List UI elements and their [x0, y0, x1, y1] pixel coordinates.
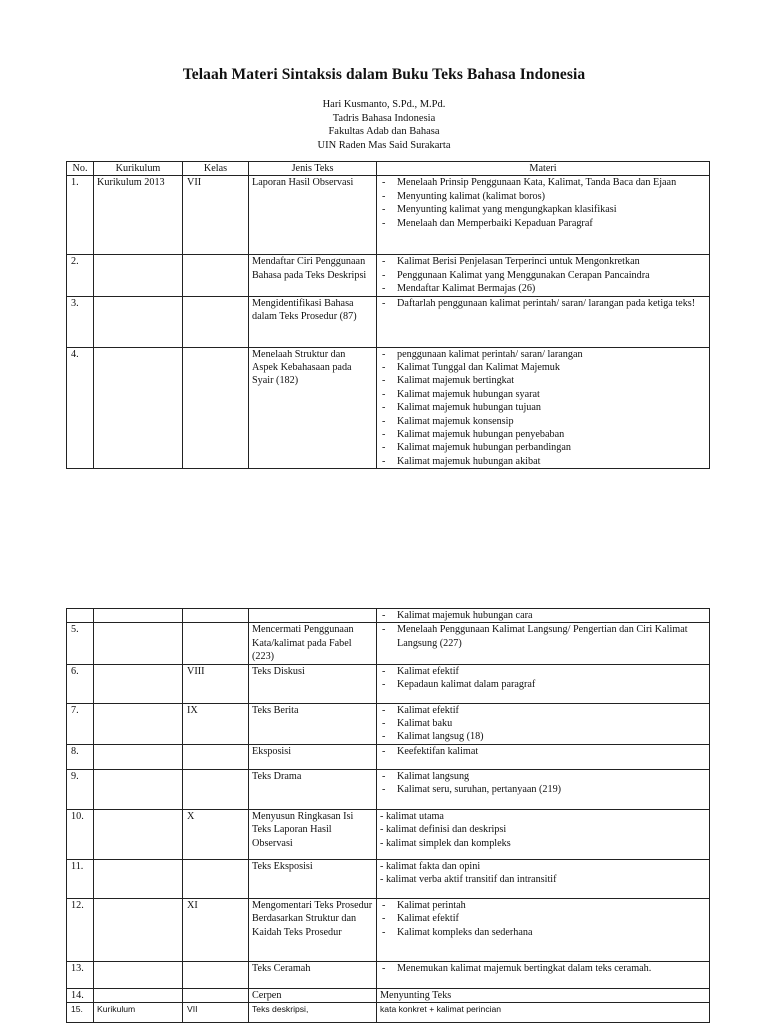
materi-item: - kalimat definisi dan deskripsi	[380, 824, 507, 836]
row-kurikulum	[94, 859, 183, 898]
row-number: 10.	[67, 809, 94, 859]
materi-item: - Kalimat perintah	[380, 899, 706, 912]
row-jenis-teks	[249, 609, 377, 623]
row-materi	[377, 769, 710, 809]
row-jenis-teks: Mengidentifikasi Bahasa dalam Teks Prosedur (87)	[249, 296, 377, 347]
row-kelas	[183, 347, 249, 469]
row-materi	[377, 988, 710, 1002]
table-row	[67, 176, 710, 255]
materi-item: - Daftarlah penggunaan kalimat perintah/ saran/ larangan pada ketiga teks!	[380, 297, 706, 310]
materi-item: - Kalimat baku	[380, 717, 706, 730]
row-materi	[377, 1003, 710, 1023]
materi-item: - Kalimat majemuk hubungan penyebaban	[380, 428, 706, 441]
materi-item: - kalimat verba aktif transitif dan intransitif	[380, 874, 557, 886]
row-kurikulum	[94, 769, 183, 809]
row-kelas: VII	[183, 176, 249, 255]
row-jenis-teks: Laporan Hasil Observasi	[249, 176, 377, 255]
materi-item: - Kalimat majemuk hubungan syarat	[380, 388, 706, 401]
author-block	[0, 98, 768, 152]
table-row	[67, 296, 710, 347]
row-kurikulum: Kurikulum	[94, 1003, 183, 1023]
row-number: 5.	[67, 623, 94, 664]
materi-item: kata konkret + kalimat perincian	[380, 1004, 502, 1015]
table-row	[67, 988, 710, 1002]
materi-item: - Kalimat efektif	[380, 912, 706, 925]
table-row	[67, 898, 710, 961]
row-number: 14.	[67, 988, 94, 1002]
row-jenis-teks: Eksposisi	[249, 744, 377, 769]
materi-item: - Kalimat langsung	[380, 770, 706, 783]
materi-item: Menyunting Teks	[380, 989, 452, 1001]
materi-item: - Mendaftar Kalimat Bermajas (26)	[380, 282, 706, 295]
row-kelas: XI	[183, 898, 249, 961]
row-kurikulum	[94, 623, 183, 664]
materi-table-page-1	[66, 161, 710, 469]
document-title: Telaah Materi Sintaksis dalam Buku Teks Bahasa Indonesia	[182, 66, 586, 83]
row-number: 3.	[67, 296, 94, 347]
materi-item: - Kalimat langsug (18)	[380, 730, 706, 743]
materi-item: - Kalimat efektif	[380, 665, 706, 678]
row-materi	[377, 255, 710, 296]
materi-item: - kalimat utama	[380, 810, 444, 822]
materi-item: - Penggunaan Kalimat yang Menggunakan Cerapan Pancaindra	[380, 269, 706, 282]
materi-item: - Kalimat kompleks dan sederhana	[380, 926, 706, 939]
table-row	[67, 769, 710, 809]
row-kelas	[183, 623, 249, 664]
row-jenis-teks: Menelaah Struktur dan Aspek Kebahasaan pada Syair (182)	[249, 347, 377, 469]
row-materi	[377, 347, 710, 469]
row-materi	[377, 664, 710, 703]
materi-item: - Kalimat majemuk hubungan akibat	[380, 455, 706, 468]
materi-item: - Kalimat majemuk bertingkat	[380, 374, 706, 387]
header-materi: Materi	[377, 162, 710, 176]
table-row	[67, 1003, 710, 1023]
row-materi	[377, 809, 710, 859]
author-name: Hari Kusmanto, S.Pd., M.Pd.	[322, 99, 446, 110]
row-materi	[377, 176, 710, 255]
row-jenis-teks: Cerpen	[249, 988, 377, 1002]
materi-item: - Kalimat majemuk hubungan tujuan	[380, 401, 706, 414]
table-row	[67, 744, 710, 769]
materi-item: - Menelaah Penggunaan Kalimat Langsung/ Pengertian dan Ciri Kalimat Langsung (227)	[380, 623, 706, 650]
materi-item: - Kalimat majemuk konsensip	[380, 415, 706, 428]
row-kelas: IX	[183, 703, 249, 744]
row-kelas	[183, 255, 249, 296]
materi-item: - Menemukan kalimat majemuk bertingkat dalam teks ceramah.	[380, 962, 706, 975]
row-jenis-teks: Teks Ceramah	[249, 961, 377, 988]
row-materi	[377, 703, 710, 744]
row-number: 1.	[67, 176, 94, 255]
row-jenis-teks: Teks Eksposisi	[249, 859, 377, 898]
row-number: 15.	[67, 1003, 94, 1023]
row-kelas	[183, 859, 249, 898]
materi-item: - Kalimat majemuk hubungan cara	[380, 609, 706, 622]
materi-item: - Kepadaun kalimat dalam paragraf	[380, 678, 706, 691]
row-kurikulum	[94, 255, 183, 296]
row-kelas	[183, 609, 249, 623]
row-number: 12.	[67, 898, 94, 961]
materi-item: - Kalimat efektif	[380, 704, 706, 717]
row-jenis-teks: Mendaftar Ciri Penggunaan Bahasa pada Teks Deskripsi	[249, 255, 377, 296]
row-number: 13.	[67, 961, 94, 988]
row-kurikulum	[94, 744, 183, 769]
row-kelas	[183, 296, 249, 347]
materi-table-page-2	[66, 608, 710, 1023]
row-jenis-teks: Mencermati Penggunaan Kata/kalimat pada Fabel (223)	[249, 623, 377, 664]
row-materi	[377, 961, 710, 988]
row-kelas	[183, 769, 249, 809]
row-number: 9.	[67, 769, 94, 809]
row-materi	[377, 859, 710, 898]
materi-item: - Kalimat majemuk hubungan perbandingan	[380, 441, 706, 454]
row-kelas	[183, 961, 249, 988]
header-jenis-teks: Jenis Teks	[249, 162, 377, 176]
row-number: 7.	[67, 703, 94, 744]
table-row	[67, 255, 710, 296]
row-materi	[377, 744, 710, 769]
row-number: 8.	[67, 744, 94, 769]
row-number: 11.	[67, 859, 94, 898]
row-kelas: VII	[183, 1003, 249, 1023]
header-no: No.	[67, 162, 94, 176]
row-jenis-teks: Menyusun Ringkasan Isi Teks Laporan Hasil Observasi	[249, 809, 377, 859]
row-materi	[377, 898, 710, 961]
row-kurikulum	[94, 347, 183, 469]
table-row	[67, 623, 710, 664]
author-faculty: Fakultas Adab dan Bahasa	[328, 126, 440, 138]
materi-item: - Menyunting kalimat yang mengungkapkan klasifikasi	[380, 203, 706, 216]
row-kurikulum	[94, 961, 183, 988]
row-kurikulum	[94, 988, 183, 1002]
materi-item: - Menyunting kalimat (kalimat boros)	[380, 190, 706, 203]
row-kelas: VIII	[183, 664, 249, 703]
row-materi	[377, 296, 710, 347]
materi-item: - Kalimat Tunggal dan Kalimat Majemuk	[380, 361, 706, 374]
materi-item: - Kalimat seru, suruhan, pertanyaan (219)	[380, 783, 706, 796]
materi-item: - Kalimat Berisi Penjelasan Terperinci untuk Mengonkretkan	[380, 255, 706, 268]
row-kurikulum	[94, 703, 183, 744]
row-kelas	[183, 988, 249, 1002]
table-row	[67, 859, 710, 898]
row-jenis-teks: Mengomentari Teks Prosedur Berdasarkan Struktur dan Kaidah Teks Prosedur	[249, 898, 377, 961]
header-kurikulum: Kurikulum	[94, 162, 183, 176]
row-materi	[377, 623, 710, 664]
materi-item: - Menelaah dan Memperbaiki Kepaduan Paragraf	[380, 217, 706, 230]
table-row	[67, 809, 710, 859]
row-kelas	[183, 744, 249, 769]
materi-item: - kalimat simplek dan kompleks	[380, 837, 511, 849]
row-kelas: X	[183, 809, 249, 859]
author-department: Tadris Bahasa Indonesia	[332, 112, 436, 124]
row-jenis-teks: Teks Diskusi	[249, 664, 377, 703]
row-kurikulum	[94, 296, 183, 347]
table-row	[67, 664, 710, 703]
table-row	[67, 961, 710, 988]
row-jenis-teks: Teks deskripsi,	[249, 1003, 377, 1023]
header-kelas: Kelas	[183, 162, 249, 176]
row-kurikulum	[94, 609, 183, 623]
materi-item: - Keefektifan kalimat	[380, 745, 706, 758]
materi-item: - Menelaah Prinsip Penggunaan Kata, Kalimat, Tanda Baca dan Ejaan	[380, 176, 706, 189]
row-kurikulum	[94, 664, 183, 703]
materi-item: - penggunaan kalimat perintah/ saran/ larangan	[380, 348, 706, 361]
table-row	[67, 347, 710, 469]
table-row	[67, 703, 710, 744]
table-header-row	[67, 162, 710, 176]
row-jenis-teks: Teks Berita	[249, 703, 377, 744]
author-university: UIN Raden Mas Said Surakarta	[317, 139, 451, 151]
row-number: 2.	[67, 255, 94, 296]
row-kurikulum: Kurikulum 2013	[94, 176, 183, 255]
row-number: 6.	[67, 664, 94, 703]
row-materi	[377, 609, 710, 623]
materi-item: - kalimat fakta dan opini	[380, 860, 481, 872]
table-row	[67, 609, 710, 623]
row-kurikulum	[94, 809, 183, 859]
row-jenis-teks: Teks Drama	[249, 769, 377, 809]
row-number	[67, 609, 94, 623]
row-kurikulum	[94, 898, 183, 961]
row-number: 4.	[67, 347, 94, 469]
